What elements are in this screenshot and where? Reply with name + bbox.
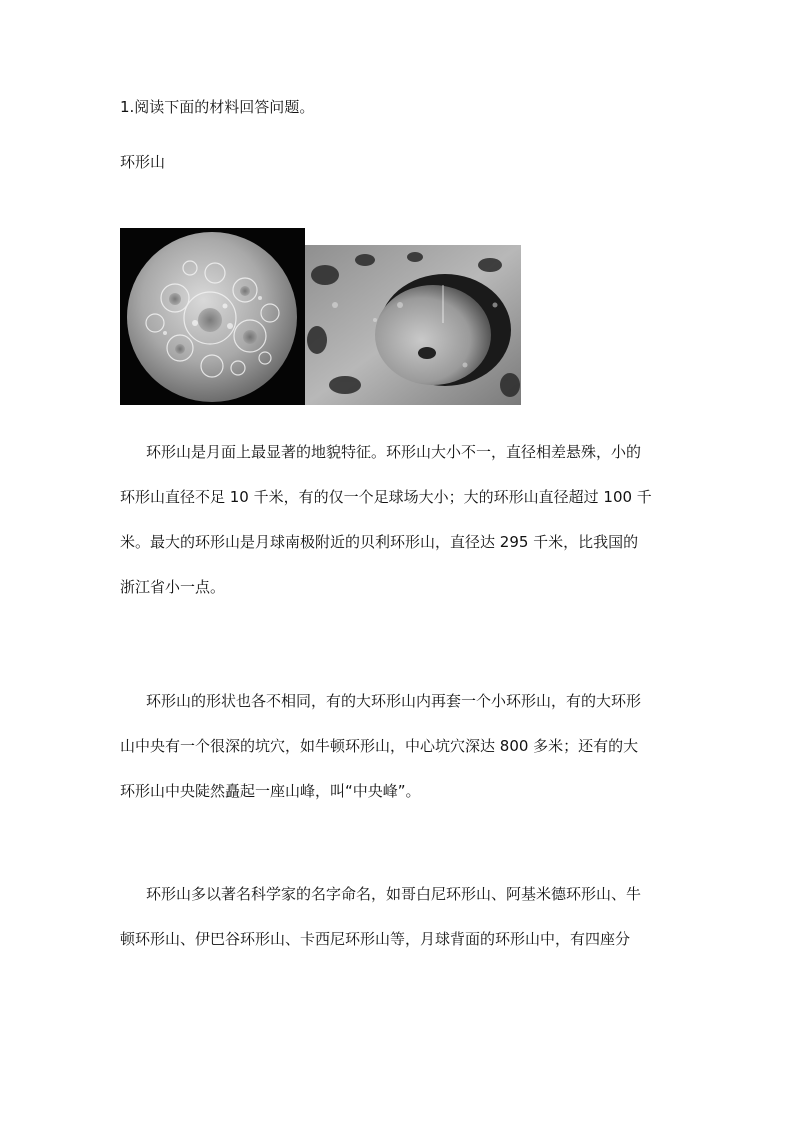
paragraph-line: 顿环形山、伊巴谷环形山、卡西尼环形山等，月球背面的环形山中，有四座分 bbox=[120, 930, 631, 948]
paragraph-line: 环形山中央陡然矗起一座山峰，叫“中央峰”。 bbox=[120, 782, 421, 800]
paragraph-line: 山中央有一个很深的坑穴，如牛顿环形山，中心坑穴深达 800 多米；还有的大 bbox=[120, 737, 639, 755]
paragraph-line: 环形山是月面上最显著的地貌特征。环形山大小不一，直径相差悬殊，小的 bbox=[146, 443, 642, 461]
paragraph-3 bbox=[120, 883, 680, 973]
paragraph-line: 环形山直径不足 10 千米，有的仅一个足球场大小；大的环形山直径超过 100 千 bbox=[120, 488, 652, 506]
paragraph-line: 环形山的形状也各不相同，有的大环形山内再套一个小环形山，有的大环形 bbox=[146, 692, 642, 710]
question-title: 1.阅读下面的材料回答问题。 bbox=[120, 98, 315, 116]
paragraph-line: 米。最大的环形山是月球南极附近的贝利环形山，直径达 295 千米，比我国的 bbox=[120, 533, 639, 551]
paragraph-line: 环形山多以著名科学家的名字命名，如哥白尼环形山、阿基米德环形山、牛 bbox=[146, 885, 642, 903]
paragraph-2 bbox=[120, 690, 680, 825]
paragraph-line: 浙江省小一点。 bbox=[120, 578, 226, 596]
article-heading: 环形山 bbox=[120, 153, 166, 171]
moon-south-pole-photo-icon bbox=[120, 228, 305, 405]
crater-closeup-photo-icon bbox=[305, 245, 521, 405]
article-figures bbox=[120, 228, 522, 405]
paragraph-1 bbox=[120, 441, 680, 621]
